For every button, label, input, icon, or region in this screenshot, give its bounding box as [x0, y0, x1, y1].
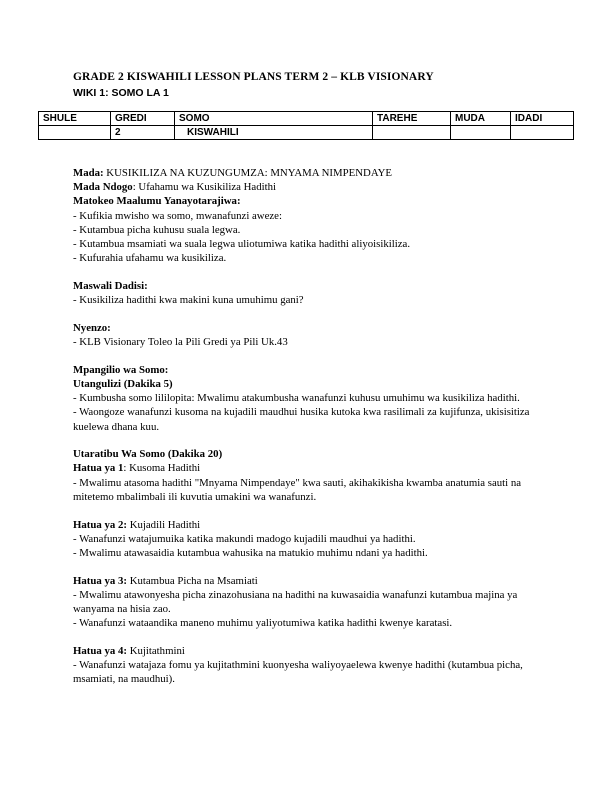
hatua-1-label: Hatua ya 1 [73, 462, 124, 475]
list-item: - Kutambua msamiati wa suala legwa uliotumiwa katika hadithi aliyoisikiliza. [73, 238, 411, 251]
cell-gredi: 2 [111, 126, 175, 140]
matokeo-heading: Matokeo Maalumu Yanayotarajiwa: [73, 195, 241, 208]
utaratibu-heading: Utaratibu Wa Somo (Dakika 20) [73, 448, 223, 461]
cell-shule [39, 126, 111, 140]
hatua-2-label: Hatua ya 2: [73, 518, 127, 531]
table-row [39, 126, 574, 140]
list-item: - Wanafunzi wataandika maneno muhimu yaliyotumiwa katika hadithi kwenye karatasi. [73, 617, 453, 630]
hatua-3-heading [73, 574, 543, 588]
utangulizi-heading: Utangulizi (Dakika 5) [73, 377, 173, 390]
cell-somo: KISWAHILI [175, 126, 373, 140]
cell-idadi [511, 126, 574, 140]
mpangilio-heading: Mpangilio wa Somo: [73, 363, 169, 376]
table-header-row [39, 112, 574, 126]
mada-line [73, 166, 543, 180]
mada-ndogo-line [73, 180, 543, 194]
list-item: - Mwalimu atasoma hadithi "Mnyama Nimpendaye" kwa sauti, akihakikisha kwamba anatumia sauti na mitetemo mbalimbali ili kuvutia umakini wa wanafunzi. [73, 476, 522, 503]
hatua-2-heading [73, 518, 543, 532]
hatua-3-label: Hatua ya 3: [73, 574, 127, 587]
list-item: - Wanafunzi watajumuika katika makundi madogo kujadili maudhui ya hadithi. [73, 532, 416, 545]
hatua-4-heading [73, 644, 543, 658]
hatua-1-title: : Kusoma Hadithi [123, 462, 201, 475]
lesson-body [73, 166, 543, 687]
header-cell-muda: MUDA [451, 112, 511, 126]
lesson-subtitle: WIKI 1: SOMO LA 1 [73, 87, 169, 99]
mada-value: KUSIKILIZA NA KUZUNGUMZA: MNYAMA NIMPENDAYE [103, 167, 393, 179]
cell-muda [451, 126, 511, 140]
header-cell-gredi: GREDI [111, 112, 175, 126]
hatua-2-title: Kujadili Hadithi [127, 518, 201, 531]
header-cell-shule: SHULE [39, 112, 111, 126]
cell-tarehe [373, 126, 451, 140]
list-item: - Kusikiliza hadithi kwa makini kuna umuhimu gani? [73, 294, 304, 307]
list-item: - Wanafunzi watajaza fomu ya kujitathmini kuonyesha waliyoyaelewa kwenye hadithi (kutambua picha, msamiati, na maudhui). [73, 659, 523, 686]
mada-ndogo-value: : Ufahamu wa Kusikiliza Hadithi [132, 181, 277, 194]
header-cell-somo: SOMO [175, 112, 373, 126]
header-cell-idadi: IDADI [511, 112, 574, 126]
mada-ndogo-label: Mada Ndogo [73, 181, 133, 194]
list-item: - Waongoze wanafunzi kusoma na kujadili maudhui husika kutoka kwa rasilimali za kujifunza, ukisisitiza kuelewa dhana kuu. [73, 406, 530, 433]
list-item: - Mwalimu atawasaidia kutambua wahusika na matukio muhimu ndani ya hadithi. [73, 546, 428, 559]
maswali-heading: Maswali Dadisi: [73, 279, 148, 292]
list-item: - Kumbusha somo lililopita: Mwalimu atakumbusha wanafunzi kuhusu umuhimu wa kusikiliza hadithi. [73, 392, 520, 405]
document-title: GRADE 2 KISWAHILI LESSON PLANS TERM 2 – KLB VISIONARY [73, 71, 434, 83]
hatua-4-label: Hatua ya 4: [73, 644, 127, 657]
mada-label: Mada: [73, 167, 104, 179]
list-item: - Kutambua picha kuhusu suala legwa. [73, 223, 241, 236]
lesson-info-table [38, 111, 574, 140]
list-item: - KLB Visionary Toleo la Pili Gredi ya Pili Uk.43 [73, 336, 288, 349]
header-cell-tarehe: TAREHE [373, 112, 451, 126]
hatua-3-title: Kutambua Picha na Msamiati [127, 574, 258, 587]
list-item: - Kufurahia ufahamu wa kusikiliza. [73, 252, 227, 265]
hatua-4-title: Kujitathmini [127, 644, 185, 657]
hatua-1-heading [73, 461, 543, 475]
list-item: - Kufikia mwisho wa somo, mwanafunzi aweze: [73, 209, 282, 222]
nyenzo-heading: Nyenzo: [73, 321, 111, 334]
list-item: - Mwalimu atawonyesha picha zinazohusiana na hadithi na kuwasaidia wanafunzi kutambua majina ya wanyama na hisia zao. [73, 588, 518, 616]
